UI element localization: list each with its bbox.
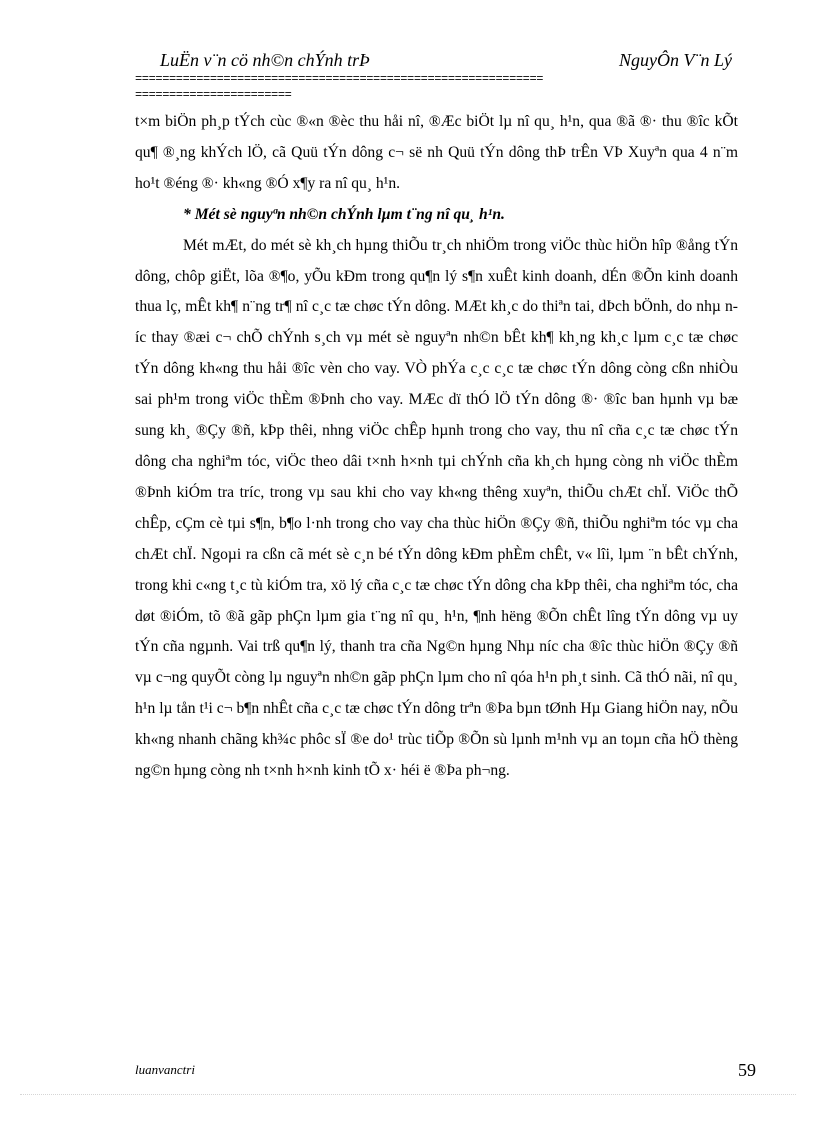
footer-source: luanvanctri [135,1062,195,1077]
running-header [160,50,732,74]
header-rule-line-2: ======================= [135,88,292,102]
header-thesis-title: LuËn v¨n cö nh©n chÝnh trÞ [160,50,371,70]
section-heading: * Mét sè nguyªn nh©n chÝnh lµm t¨ng nî qu¸ h¹n. [183,205,505,223]
page-number: 59 [738,1060,756,1080]
footer-divider [20,1094,796,1095]
body-text [135,107,738,787]
paragraph-1: t×m biÖn ph¸p tÝch cùc ®«n ®èc thu håi nî, ®Æc biÖt lµ nî qu¸ h¹n, qua ®ã ®· thu ®îc kÕt qu¶ ®¸ng khÝch lÖ, cã Quü tÝn dông c¬ së nh Quü tÝn dông thÞ trÊn VÞ Xuyªn qua 4 n¨m ho¹t ®éng ®· kh«ng ®Ó x¶y ra nî qu¸ h¹n. [135,113,738,192]
header-author: NguyÔn V¨n Lý [619,50,732,70]
header-rule-line-1: ============================================================ [135,72,544,86]
paragraph-2: Mét mÆt, do mét sè kh¸ch hµng thiÕu tr¸ch nhiÖm trong viÖc thùc hiÖn hîp ®ång tÝn dông, chôp giËt, lõa ®¶o, yÕu kÐm trong qu¶n lý s¶n xuÊt kinh doanh, dÉn ®Õn kinh doanh thua lç, mÊt kh¶ n¨ng tr¶ nî c¸c tæ chøc tÝn dông. MÆt kh¸c do thiªn tai, dÞch bÖnh, do nhµ níc thay ®æi c¬ chÕ chÝnh s¸ch vµ mét sè nguyªn nh©n bÊt kh¶ kh¸ng kh¸c lµm c¸c tæ chøc tÝn dông kh«ng thu håi ®îc vèn cho vay. VÒ phÝa c¸c c¸c tæ chøc tÝn dông còng cßn nhiÒu sai ph¹m trong viÖc thÈm ®Þnh cho vay. MÆc dï thÓ lÖ tÝn dông ®· ®îc ban hµnh vµ bæ sung kh¸ ®Çy ®ñ, kÞp thêi, nhng viÖc chÊp hµnh trong cho vay, thu nî cña c¸c tæ chøc tÝn dông cha nghiªm tóc, viÖc theo dâi t×nh h×nh tµi chÝnh cña kh¸ch hµng còng nh viÖc thÈm ®Þnh kiÓm tra tríc, trong vµ sau khi cho vay kh«ng thêng xuyªn, thiÕu chÆt chÏ. ViÖc thÕ chÊp, cÇm cè tµi s¶n, b¶o l·nh trong cho vay cha thùc hiÖn ®Çy ®ñ, thiÕu nghiªm tóc vµ cha chÆt chÏ. Ngoµi ra cßn cã mét sè c¸n bé tÝn dông kÐm phÈm chÊt, v« lîi, lµm ¨n bÊt chÝnh, trong khi c«ng t¸c tù kiÓm tra, xö lý cña c¸c tæ chøc tÝn dông cha kÞp thêi, cha nghiªm tóc, cha døt ®iÓm, tõ ®ã gãp phÇn lµm gia t¨ng nî qu¸ h¹n, ¶nh hëng ®Õn chÊt lîng tÝn dông vµ uy tÝn cña ngµnh. Vai trß qu¶n lý, thanh tra cña Ng©n hµng Nhµ níc cha ®îc thùc hiÖn ®Çy ®ñ vµ c¬ng quyÕt còng lµ nguyªn nh©n gãp phÇn lµm cho nî qóa h¹n ph¸t sinh. Cã thÓ nãi, nî qu¸ h¹n lµ tån t¹i c¬ b¶n nhÊt cña c¸c tæ chøc tÝn dông trªn ®Þa bµn tØnh Hµ Giang hiÖn nay, nÕu kh«ng nhanh chãng kh¾c phôc sÏ ®e do¹ trùc tiÕp ®Õn sù lµnh m¹nh vµ an toµn cña hÖ thèng ng©n hµng còng nh t×nh h×nh kinh tÕ x· héi ë ®Þa ph¬ng. [135,236,738,780]
